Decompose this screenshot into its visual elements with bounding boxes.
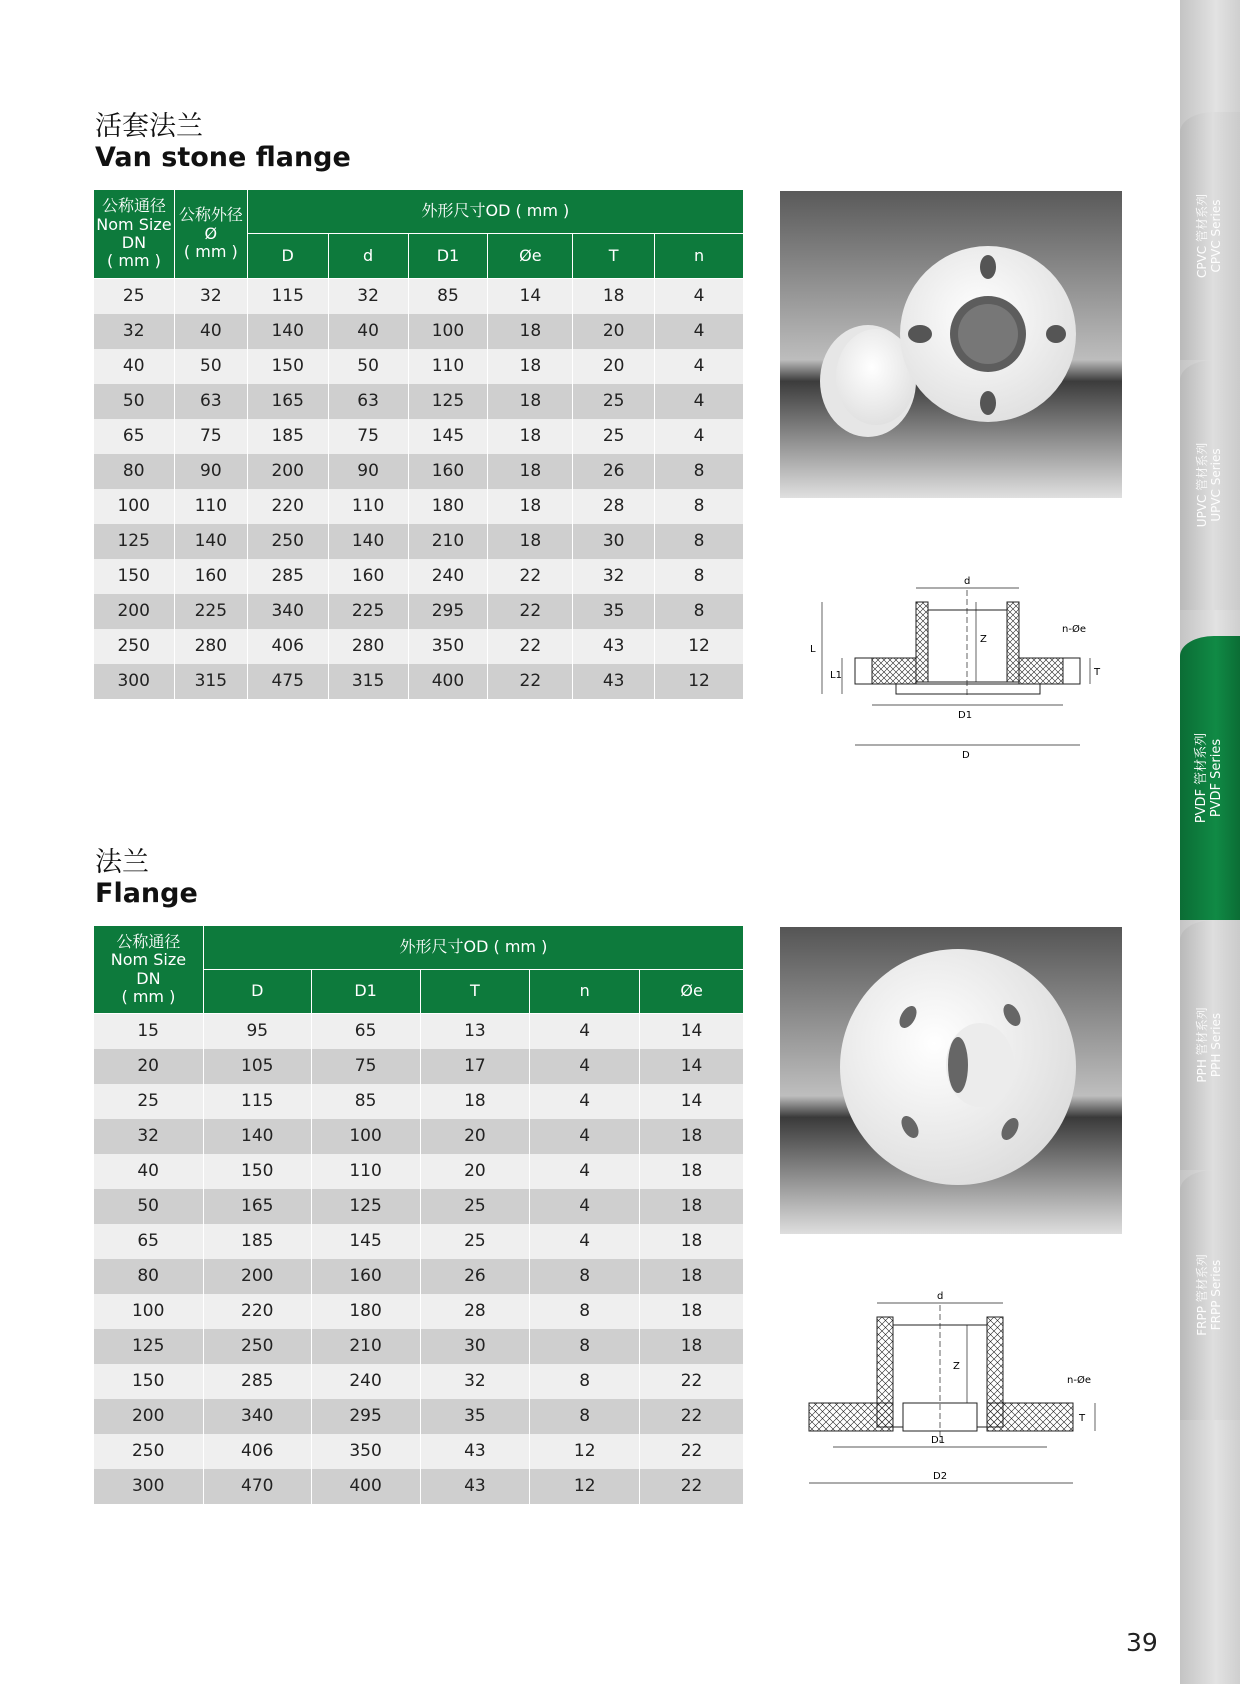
side-tab-pph-cn: PPH 管材系列 [1195, 1007, 1210, 1083]
table-cell: 140 [247, 314, 328, 349]
table-cell: 300 [94, 664, 175, 699]
table-cell: 14 [640, 1084, 744, 1119]
table-cell: 26 [573, 454, 655, 489]
table-cell: 200 [203, 1259, 311, 1294]
drawing1-L1-label: L1 [830, 670, 842, 681]
table-cell: 160 [174, 559, 247, 594]
table-cell: 22 [488, 594, 573, 629]
drawing1-D1-label: D1 [958, 710, 973, 721]
table-cell: 22 [640, 1434, 744, 1469]
table-row [94, 524, 744, 559]
table-cell: 50 [94, 384, 175, 419]
table-cell: 110 [174, 489, 247, 524]
table-cell: 90 [174, 454, 247, 489]
table-cell: 32 [174, 279, 247, 314]
table-row [94, 1224, 744, 1259]
table-row [94, 1084, 744, 1119]
table-cell: 18 [488, 454, 573, 489]
flange-header-sub-T: T [420, 970, 530, 1014]
table-cell: 12 [530, 1434, 640, 1469]
table-cell: 12 [530, 1469, 640, 1504]
side-tab-frpp-en: FRPP Series [1209, 1259, 1223, 1331]
table-cell: 18 [488, 419, 573, 454]
table-cell: 25 [573, 384, 655, 419]
header-nom-od-symbol: Ø [204, 223, 218, 243]
table-cell: 25 [573, 419, 655, 454]
table-cell: 210 [311, 1329, 420, 1364]
table-cell: 240 [408, 559, 488, 594]
header-sub-d: d [328, 234, 408, 279]
flange-header-sub-D: D [203, 970, 311, 1014]
table-cell: 18 [488, 524, 573, 559]
table-cell: 30 [573, 524, 655, 559]
table-cell: 8 [530, 1294, 640, 1329]
table-cell: 32 [94, 1119, 204, 1154]
table-cell: 165 [203, 1189, 311, 1224]
table-row [94, 384, 744, 419]
table-cell: 25 [94, 279, 175, 314]
table-cell: 220 [247, 489, 328, 524]
table-cell: 110 [328, 489, 408, 524]
table-cell: 22 [640, 1469, 744, 1504]
table-cell: 220 [203, 1294, 311, 1329]
table-cell: 43 [573, 664, 655, 699]
header-nom-od-cn: 公称外径 [178, 205, 243, 225]
drawing1-D-label: D [962, 750, 970, 761]
side-tab-pph-en: PPH Series [1209, 1012, 1223, 1078]
table-cell: 140 [174, 524, 247, 559]
van-stone-flange-photo [780, 191, 1122, 498]
table-row [94, 1434, 744, 1469]
table-cell: 315 [328, 664, 408, 699]
table-cell: 30 [420, 1329, 530, 1364]
table-cell: 32 [94, 314, 175, 349]
header-nom-od [174, 190, 247, 279]
side-tab-cpvc-label [1196, 194, 1224, 278]
table-row [94, 1259, 744, 1294]
table-cell: 150 [247, 349, 328, 384]
table-cell: 250 [247, 524, 328, 559]
table-cell: 4 [655, 314, 744, 349]
side-tab-pph[interactable] [1180, 920, 1240, 1170]
table-cell: 240 [311, 1364, 420, 1399]
table-cell: 8 [655, 524, 744, 559]
header-od-group: 外形尺寸OD ( mm ) [247, 190, 743, 234]
flange-header-nom-size-dn: DN [136, 968, 161, 988]
table-cell: 90 [328, 454, 408, 489]
table-row [94, 279, 744, 314]
table-cell: 80 [94, 1259, 204, 1294]
table-cell: 400 [408, 664, 488, 699]
table-cell: 43 [420, 1434, 530, 1469]
side-tab-pvdf-en: PVDF Series [1209, 738, 1224, 818]
table-row [94, 1469, 744, 1504]
side-tab-pvdf-label [1195, 733, 1225, 823]
table-row [94, 1329, 744, 1364]
table-cell: 280 [174, 629, 247, 664]
table-cell: 18 [640, 1154, 744, 1189]
van-stone-title-block [95, 113, 351, 171]
van-stone-title-en: Van stone flange [95, 142, 351, 173]
table-cell: 125 [311, 1189, 420, 1224]
drawing2-d-label: d [937, 1291, 944, 1302]
table-cell: 32 [573, 559, 655, 594]
van-stone-flange-table [93, 189, 744, 699]
table-cell: 295 [311, 1399, 420, 1434]
table-cell: 18 [488, 314, 573, 349]
table-cell: 14 [640, 1014, 744, 1049]
table-cell: 8 [655, 489, 744, 524]
table-cell: 110 [311, 1154, 420, 1189]
side-tab-upvc-label [1196, 443, 1224, 527]
table-cell: 65 [94, 1224, 204, 1259]
table-cell: 18 [640, 1329, 744, 1364]
table-cell: 8 [530, 1399, 640, 1434]
table-cell: 225 [328, 594, 408, 629]
flange-header-sub-n: n [530, 970, 640, 1014]
table-cell: 14 [488, 279, 573, 314]
table-row [94, 489, 744, 524]
table-cell: 185 [203, 1224, 311, 1259]
flange-header-nom-size-unit: ( mm ) [121, 986, 176, 1006]
table-cell: 140 [203, 1119, 311, 1154]
table-cell: 32 [328, 279, 408, 314]
table-cell: 115 [247, 279, 328, 314]
table-cell: 32 [420, 1364, 530, 1399]
table-cell: 110 [408, 349, 488, 384]
table-cell: 8 [530, 1364, 640, 1399]
table-cell: 18 [488, 384, 573, 419]
table-cell: 20 [420, 1119, 530, 1154]
table-cell: 8 [655, 559, 744, 594]
side-tab-pph-label [1196, 1007, 1224, 1082]
table-cell: 40 [94, 349, 175, 384]
table-row [94, 664, 744, 699]
table-cell: 26 [420, 1259, 530, 1294]
side-tab-upvc[interactable] [1180, 360, 1240, 610]
table-cell: 43 [420, 1469, 530, 1504]
table-cell: 200 [94, 594, 175, 629]
table-cell: 8 [530, 1329, 640, 1364]
table-cell: 25 [94, 1084, 204, 1119]
table-cell: 75 [174, 419, 247, 454]
table-cell: 100 [94, 489, 175, 524]
table-cell: 210 [408, 524, 488, 559]
table-cell: 18 [573, 279, 655, 314]
table-cell: 22 [488, 629, 573, 664]
table-cell: 4 [655, 419, 744, 454]
table-cell: 18 [488, 489, 573, 524]
drawing2-T-label: T [1079, 1413, 1086, 1424]
header-nom-size-dn: DN [121, 233, 147, 252]
table-cell: 50 [94, 1189, 204, 1224]
header-nom-size-cn: 公称通径 [101, 196, 166, 216]
table-cell: 200 [94, 1399, 204, 1434]
table-cell: 12 [655, 629, 744, 664]
drawing1-T-label: T [1094, 667, 1101, 678]
table-cell: 8 [655, 594, 744, 629]
table-cell: 75 [311, 1049, 420, 1084]
table-row [94, 629, 744, 664]
table-cell: 180 [408, 489, 488, 524]
table-cell: 80 [94, 454, 175, 489]
flange-title-block [95, 849, 198, 907]
table-cell: 160 [328, 559, 408, 594]
table-cell: 4 [655, 384, 744, 419]
table-cell: 22 [488, 664, 573, 699]
table-cell: 65 [311, 1014, 420, 1049]
table-cell: 4 [530, 1084, 640, 1119]
table-cell: 350 [408, 629, 488, 664]
table-cell: 12 [655, 664, 744, 699]
table-cell: 75 [328, 419, 408, 454]
header-nom-size [94, 190, 175, 279]
drawing2-ne-label: n-Øe [1067, 1375, 1091, 1386]
table-cell: 140 [328, 524, 408, 559]
table-cell: 18 [640, 1259, 744, 1294]
table-cell: 280 [328, 629, 408, 664]
table-row [94, 559, 744, 594]
flange-header-nom-size-cn: 公称通径 [116, 931, 181, 951]
flange-title-cn: 法兰 [95, 847, 149, 878]
table-cell: 22 [640, 1364, 744, 1399]
table-cell: 18 [640, 1294, 744, 1329]
table-cell: 4 [530, 1224, 640, 1259]
table-cell: 13 [420, 1014, 530, 1049]
drawing1-d-label: d [964, 576, 971, 587]
header-nom-od-unit: ( mm ) [183, 242, 238, 262]
flange-photo [780, 927, 1122, 1234]
table-cell: 180 [311, 1294, 420, 1329]
side-tab-frpp-label [1196, 1254, 1224, 1336]
table-cell: 150 [94, 559, 175, 594]
table-cell: 20 [420, 1154, 530, 1189]
table-cell: 50 [174, 349, 247, 384]
table-cell: 63 [174, 384, 247, 419]
table-cell: 125 [94, 524, 175, 559]
table-cell: 40 [328, 314, 408, 349]
table-cell: 20 [573, 314, 655, 349]
table-cell: 4 [530, 1189, 640, 1224]
table-cell: 150 [203, 1154, 311, 1189]
table-cell: 475 [247, 664, 328, 699]
table-cell: 406 [247, 629, 328, 664]
table-cell: 14 [640, 1049, 744, 1084]
drawing1-ne-label: n-Øe [1062, 624, 1086, 635]
table-cell: 145 [311, 1224, 420, 1259]
side-tab-frpp-cn: FRPP 管材系列 [1195, 1254, 1210, 1336]
flange-header-sub-e: Øe [640, 970, 744, 1014]
table-cell: 50 [328, 349, 408, 384]
table-cell: 160 [311, 1259, 420, 1294]
table-row [94, 419, 744, 454]
table-cell: 15 [94, 1014, 204, 1049]
table-cell: 85 [408, 279, 488, 314]
table-cell: 4 [530, 1014, 640, 1049]
table-cell: 350 [311, 1434, 420, 1469]
table-cell: 28 [420, 1294, 530, 1329]
side-tab-upvc-cn: UPVC 管材系列 [1195, 442, 1210, 528]
table-row [94, 1189, 744, 1224]
table-cell: 250 [203, 1329, 311, 1364]
drawing1-z-label: Z [980, 634, 987, 645]
table-row [94, 1294, 744, 1329]
table-cell: 300 [94, 1469, 204, 1504]
header-nom-size-en: Nom Size [96, 214, 172, 234]
table-cell: 28 [573, 489, 655, 524]
table-cell: 40 [174, 314, 247, 349]
side-tab-cpvc[interactable] [1180, 112, 1240, 360]
table-cell: 340 [247, 594, 328, 629]
table-cell: 145 [408, 419, 488, 454]
table-cell: 18 [420, 1084, 530, 1119]
header-sub-T: T [573, 234, 655, 279]
table-cell: 340 [203, 1399, 311, 1434]
table-cell: 65 [94, 419, 175, 454]
van-stone-title-cn: 活套法兰 [95, 111, 203, 142]
table-cell: 200 [247, 454, 328, 489]
table-cell: 22 [488, 559, 573, 594]
table-row [94, 1014, 744, 1049]
table-cell: 125 [94, 1329, 204, 1364]
side-tab-cpvc-cn: CPVC 管材系列 [1195, 193, 1210, 279]
drawing2-D1-label: D1 [931, 1435, 946, 1446]
drawing2-D2-label: D2 [933, 1471, 948, 1482]
table-cell: 22 [640, 1399, 744, 1434]
table-row [94, 1119, 744, 1154]
table-cell: 105 [203, 1049, 311, 1084]
table-cell: 295 [408, 594, 488, 629]
table-cell: 8 [530, 1259, 640, 1294]
table-cell: 20 [573, 349, 655, 384]
table-cell: 125 [408, 384, 488, 419]
table-cell: 35 [420, 1399, 530, 1434]
table-cell: 18 [640, 1224, 744, 1259]
table-row [94, 594, 744, 629]
header-sub-D: D [247, 234, 328, 279]
flange-title-en: Flange [95, 878, 198, 909]
table-cell: 470 [203, 1469, 311, 1504]
table-row [94, 1154, 744, 1189]
side-tab-frpp[interactable] [1180, 1170, 1240, 1420]
table-cell: 85 [311, 1084, 420, 1119]
table-row [94, 1364, 744, 1399]
table-cell: 165 [247, 384, 328, 419]
table-cell: 25 [420, 1189, 530, 1224]
table-row [94, 314, 744, 349]
flange-table [93, 925, 744, 1504]
table-cell: 4 [530, 1049, 640, 1084]
table-cell: 160 [408, 454, 488, 489]
table-cell: 285 [203, 1364, 311, 1399]
flange-header-nom-size [94, 926, 204, 1014]
table-cell: 225 [174, 594, 247, 629]
table-cell: 25 [420, 1224, 530, 1259]
table-cell: 285 [247, 559, 328, 594]
header-nom-size-unit: ( mm ) [107, 251, 161, 271]
table-cell: 63 [328, 384, 408, 419]
page-number: 39 [1126, 1628, 1158, 1657]
side-tab-upvc-en: UPVC Series [1209, 448, 1223, 522]
table-cell: 100 [311, 1119, 420, 1154]
table-row [94, 1049, 744, 1084]
table-cell: 100 [94, 1294, 204, 1329]
table-cell: 250 [94, 629, 175, 664]
side-tab-cpvc-en: CPVC Series [1209, 199, 1223, 273]
table-cell: 4 [655, 279, 744, 314]
table-cell: 43 [573, 629, 655, 664]
table-cell: 95 [203, 1014, 311, 1049]
table-row [94, 454, 744, 489]
table-cell: 115 [203, 1084, 311, 1119]
header-sub-e: Øe [488, 234, 573, 279]
table-cell: 17 [420, 1049, 530, 1084]
flange-header-sub-D1: D1 [311, 970, 420, 1014]
table-cell: 35 [573, 594, 655, 629]
table-cell: 18 [488, 349, 573, 384]
drawing1-L-label: L [810, 644, 816, 655]
header-sub-n: n [655, 234, 744, 279]
table-cell: 18 [640, 1189, 744, 1224]
table-cell: 406 [203, 1434, 311, 1469]
table-cell: 250 [94, 1434, 204, 1469]
table-cell: 20 [94, 1049, 204, 1084]
table-cell: 100 [408, 314, 488, 349]
table-cell: 8 [655, 454, 744, 489]
table-cell: 4 [530, 1154, 640, 1189]
table-cell: 18 [640, 1119, 744, 1154]
table-cell: 4 [655, 349, 744, 384]
flange-drawing [805, 1275, 1127, 1500]
side-tab-pvdf-cn: PVDF 管材系列 [1194, 732, 1210, 824]
table-cell: 4 [530, 1119, 640, 1154]
table-cell: 150 [94, 1364, 204, 1399]
table-row [94, 349, 744, 384]
table-cell: 400 [311, 1469, 420, 1504]
table-row [94, 1399, 744, 1434]
header-sub-D1: D1 [408, 234, 488, 279]
van-stone-flange-drawing [800, 570, 1122, 765]
table-cell: 185 [247, 419, 328, 454]
drawing2-z-label: Z [953, 1361, 960, 1372]
side-tab-pvdf[interactable] [1180, 636, 1240, 920]
table-cell: 315 [174, 664, 247, 699]
table-cell: 40 [94, 1154, 204, 1189]
flange-header-od-group: 外形尺寸OD ( mm ) [203, 926, 743, 970]
flange-header-nom-size-en: Nom Size [110, 950, 187, 970]
